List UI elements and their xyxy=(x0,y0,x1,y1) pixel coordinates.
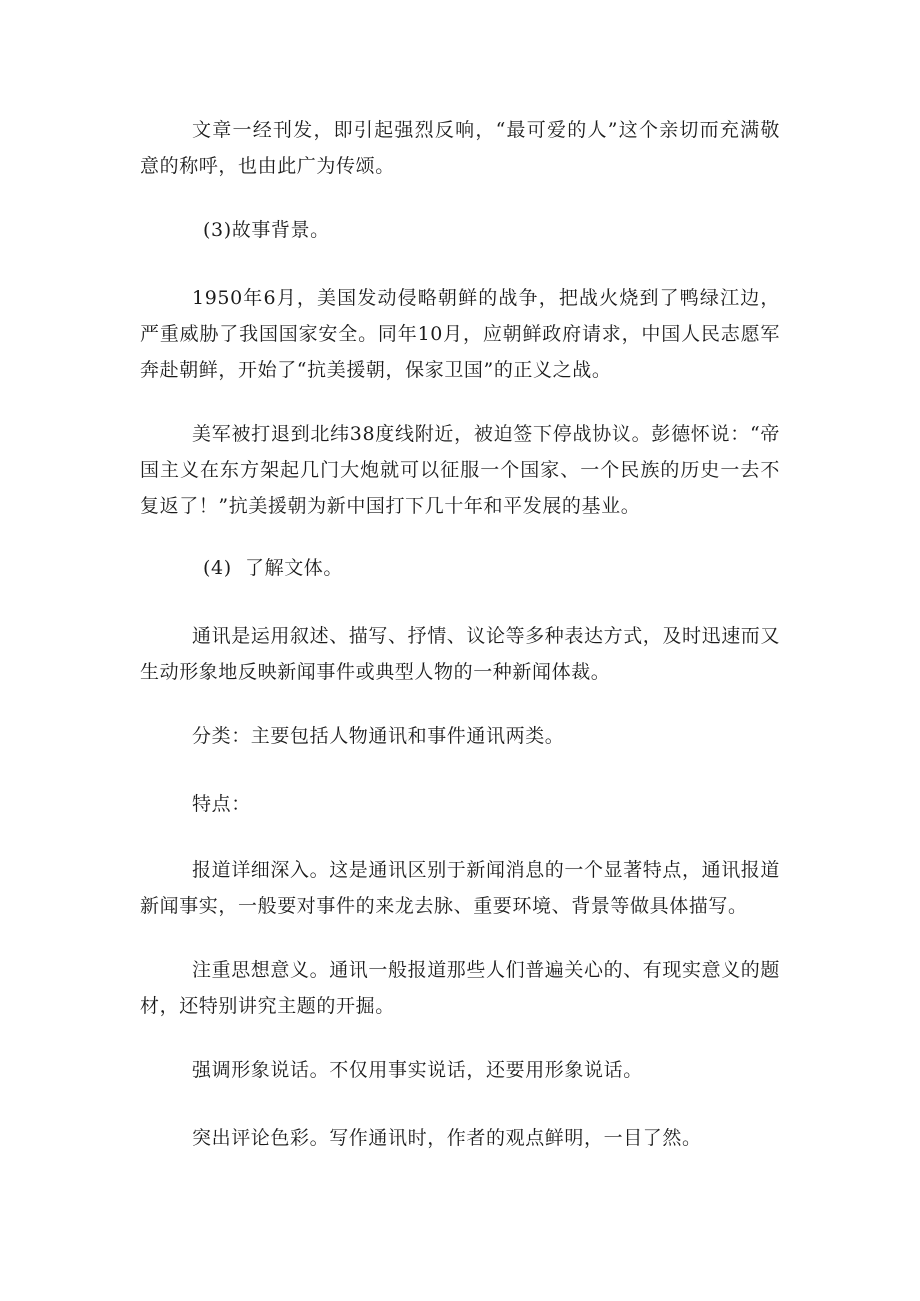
paragraph-classification: 分类：主要包括人物通讯和事件通讯两类。 xyxy=(192,725,565,747)
paragraph-feature-ideology: 注重思想意义。通讯一般报道那些人们普遍关心的、有现实意义的题材，还特别讲究主题的开掘。 xyxy=(140,959,781,1017)
paragraph-feature-imagery: 强调形象说话。不仅用事实说话，还要用形象说话。 xyxy=(192,1059,643,1081)
section-heading-understand-genre: (4) 了解文体。 xyxy=(203,557,343,579)
paragraph-article-response: 文章一经刊发，即引起强烈反响，“最可爱的人”这个亲切而充满敬意的称呼，也由此广为传颂。 xyxy=(140,119,780,177)
paragraph-features-label: 特点： xyxy=(192,793,251,815)
paragraph-definition: 通讯是运用叙述、描写、抒情、议论等多种表达方式，及时迅速而又生动形象地反映新闻事件或典型人物的一种新闻体裁。 xyxy=(140,625,781,683)
paragraph-war-background: 1950年6月，美国发动侵略朝鲜的战争，把战火烧到了鸭绿江边，严重威胁了我国国家安全。同年10月，应朝鲜政府请求，中国人民志愿军奔赴朝鲜，开始了“抗美援朝，保家卫国”的正义之战。 xyxy=(140,287,780,381)
paragraph-feature-detailed: 报道详细深入。这是通讯区别于新闻消息的一个显著特点，通讯报道新闻事实，一般要对事件的来龙去脉、重要环境、背景等做具体描写。 xyxy=(140,859,781,917)
paragraph-armistice: 美军被打退到北纬38度线附近，被迫签下停战协议。彭德怀说：“帝国主义在东方架起几门大炮就可以征服一个国家、一个民族的历史一去不复返了！”抗美援朝为新中国打下几十年和平发展的基业。 xyxy=(140,423,780,517)
paragraph-feature-commentary: 突出评论色彩。写作通讯时，作者的观点鲜明，一目了然。 xyxy=(192,1127,702,1149)
section-heading-story-background: (3)故事背景。 xyxy=(203,219,330,241)
